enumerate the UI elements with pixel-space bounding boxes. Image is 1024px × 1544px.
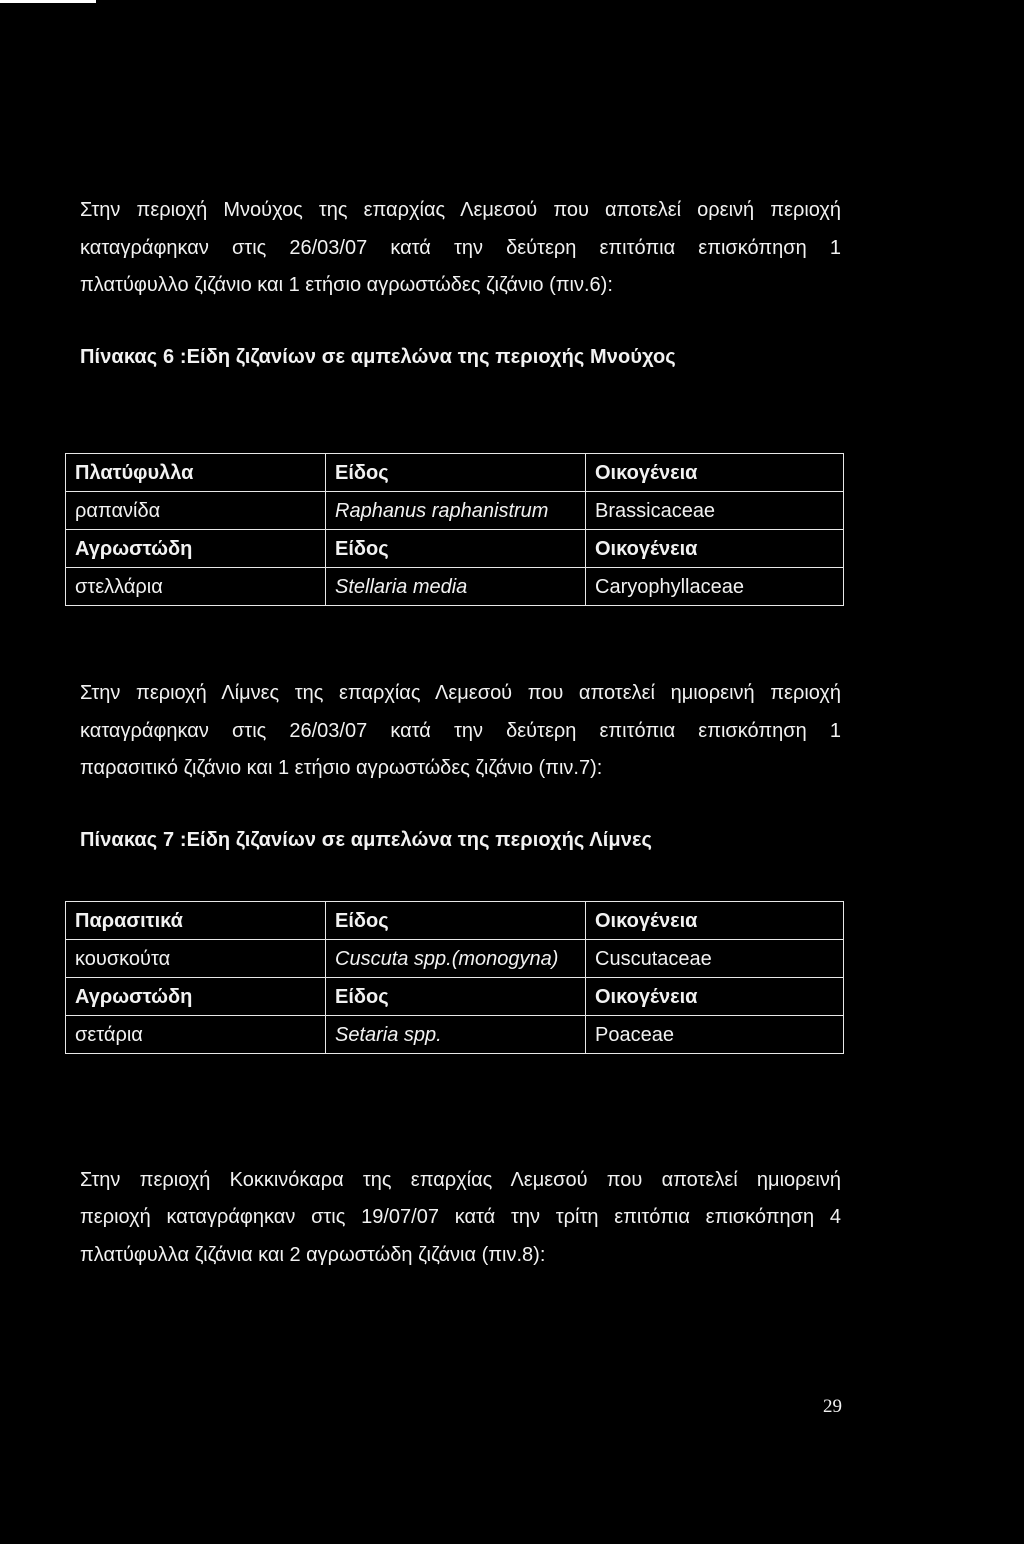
table-cell: Poaceae bbox=[586, 1016, 844, 1054]
table-cell: Παρασιτικά bbox=[66, 902, 326, 940]
paragraph-1-line-1: Στην περιοχή Μνούχος της επαρχίας Λεμεσού που αποτελεί ορεινή περιοχή bbox=[80, 199, 841, 221]
paragraph-3-line-3: πλατύφυλλα ζιζάνια και 2 αγρωστώδη ζιζάνια (πιν.8): bbox=[80, 1244, 546, 1266]
paragraph-3-line-1: Στην περιοχή Κοκκινόκαρα της επαρχίας Λεμεσού που αποτελεί ημιορεινή bbox=[80, 1169, 841, 1191]
table-cell: σετάρια bbox=[66, 1016, 326, 1054]
table-cell: Πλατύφυλλα bbox=[66, 454, 326, 492]
table-cell: Αγρωστώδη bbox=[66, 978, 326, 1016]
table-cell: Οικογένεια bbox=[586, 454, 844, 492]
table-row bbox=[66, 1016, 844, 1054]
table-row bbox=[66, 902, 844, 940]
table-cell: Caryophyllaceae bbox=[586, 568, 844, 606]
table-7-caption: Πίνακας 7 :Είδη ζιζανίων σε αμπελώνα της περιοχής Λίμνες bbox=[80, 829, 653, 851]
table-cell: Είδος bbox=[326, 978, 586, 1016]
paragraph-3-line-2: περιοχή καταγράφηκαν στις 19/07/07 κατά την τρίτη επιτόπια επισκόπηση 4 bbox=[80, 1206, 841, 1228]
paragraph-1-line-3: πλατύφυλλο ζιζάνιο και 1 ετήσιο αγρωστώδες ζιζάνιο (πιν.6): bbox=[80, 274, 613, 296]
table-cell: ραπανίδα bbox=[66, 492, 326, 530]
table-row bbox=[66, 978, 844, 1016]
table-6-caption: Πίνακας 6 :Είδη ζιζανίων σε αμπελώνα της περιοχής Μνούχος bbox=[80, 346, 676, 368]
table-cell: κουσκούτα bbox=[66, 940, 326, 978]
table-cell: Οικογένεια bbox=[586, 530, 844, 568]
table-cell: Brassicaceae bbox=[586, 492, 844, 530]
table-row bbox=[66, 454, 844, 492]
table-cell: Setaria spp. bbox=[326, 1016, 586, 1054]
table-row bbox=[66, 568, 844, 606]
table-cell: Raphanus raphanistrum bbox=[326, 492, 586, 530]
table-cell: Οικογένεια bbox=[586, 978, 844, 1016]
table-row bbox=[66, 940, 844, 978]
table-6 bbox=[65, 453, 844, 606]
table-cell: Cuscutaceae bbox=[586, 940, 844, 978]
table-cell: Stellaria media bbox=[326, 568, 586, 606]
table-cell: Είδος bbox=[326, 902, 586, 940]
table-row bbox=[66, 492, 844, 530]
table-7 bbox=[65, 901, 844, 1054]
table-cell: Αγρωστώδη bbox=[66, 530, 326, 568]
table-cell: Είδος bbox=[326, 530, 586, 568]
page-number: 29 bbox=[823, 1396, 842, 1417]
table-cell: Cuscuta spp.(monogyna) bbox=[326, 940, 586, 978]
paragraph-2-line-3: παρασιτικό ζιζάνιο και 1 ετήσιο αγρωστώδες ζιζάνιο (πιν.7): bbox=[80, 757, 603, 779]
paragraph-2-line-1: Στην περιοχή Λίμνες της επαρχίας Λεμεσού που αποτελεί ημιορεινή περιοχή bbox=[80, 682, 841, 704]
table-row bbox=[66, 530, 844, 568]
paragraph-1-line-2: καταγράφηκαν στις 26/03/07 κατά την δεύτερη επιτόπια επισκόπηση 1 bbox=[80, 237, 841, 259]
table-cell: στελλάρια bbox=[66, 568, 326, 606]
top-rule bbox=[0, 0, 96, 3]
table-cell: Είδος bbox=[326, 454, 586, 492]
paragraph-2-line-2: καταγράφηκαν στις 26/03/07 κατά την δεύτερη επιτόπια επισκόπηση 1 bbox=[80, 720, 841, 742]
table-cell: Οικογένεια bbox=[586, 902, 844, 940]
